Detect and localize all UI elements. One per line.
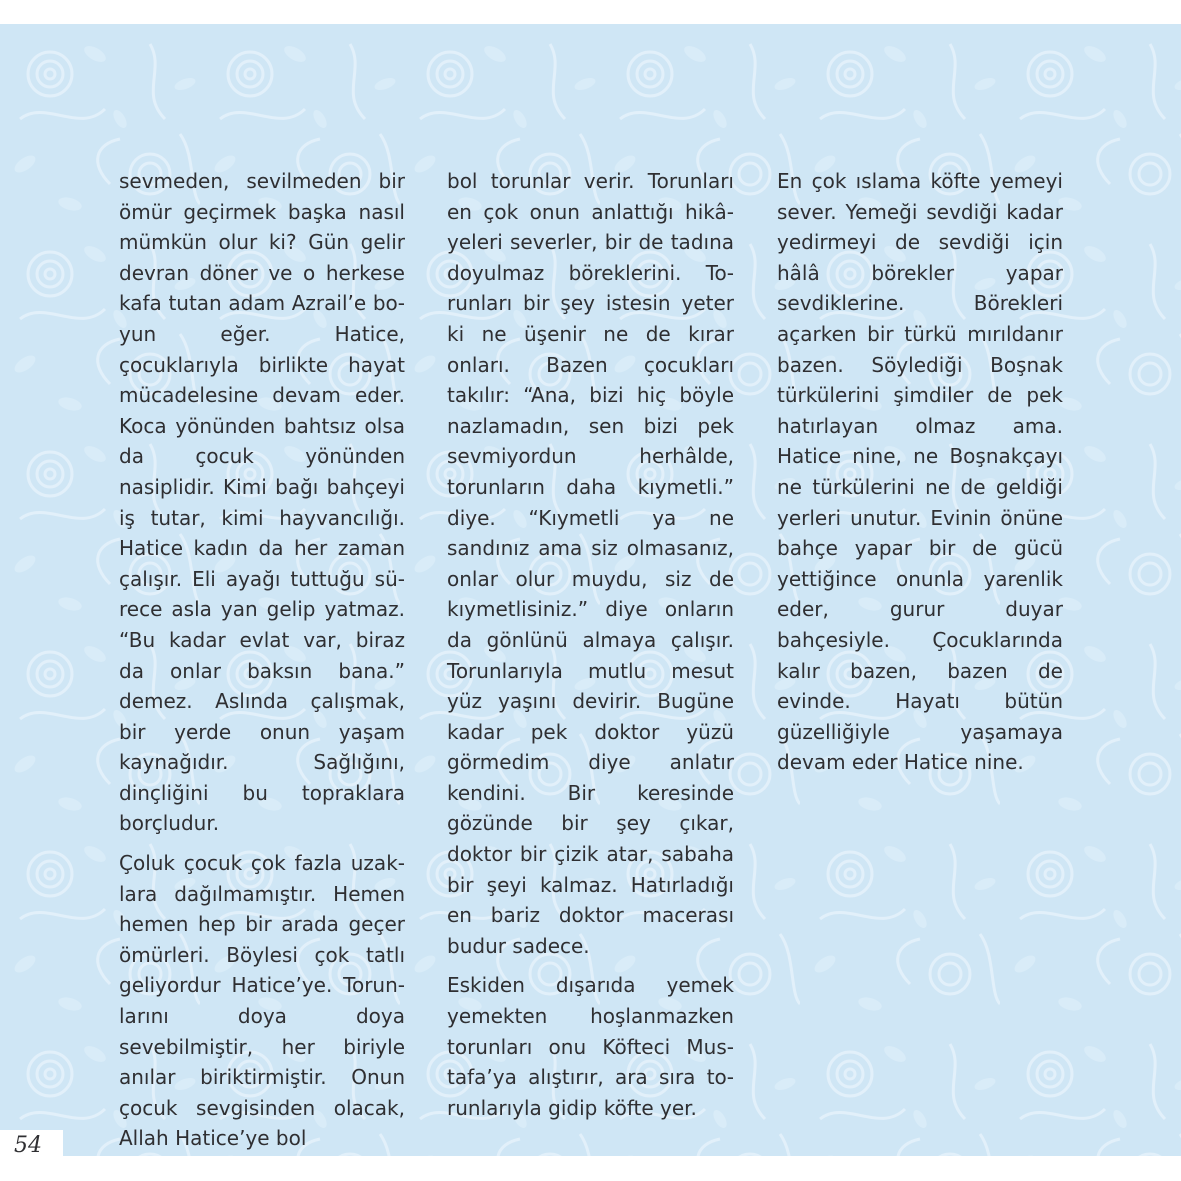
book-page — [0, 24, 1181, 1156]
paragraph: Eskiden dışarıda yemek yemekten hoşlanmazken torunları onu Köfteci Mustafa’ya alıştırır, ara sıra torunlarıyla gidip köfte yer. — [447, 973, 734, 1120]
text-column-2 — [447, 166, 734, 1132]
text-column-1 — [119, 166, 405, 1156]
paragraph: En çok ıslama köfte yemeyi sever. Yemeği sevdiği kadar yedirmeyi de sevdiği için hâlâ börekler yapar sevdiklerine. Börekleri açarken bir türkü mırıldanır bazen. Söylediği Boşnak türkülerini şimdiler de pek hatırlayan olmaz ama. Hatice nine, ne Boşnakçayı ne türkülerini ne de geldiği yerleri unutur. Evinin önüne bahçe yapar bir de gücü yettiğince onunla yarenlik eder, gurur duyar bahçesiyle. Çocuklarında kalır bazen, bazen de evinde. Hayatı bütün güzelliğiyle yaşamaya devam eder Hatice nine. — [777, 169, 1063, 775]
text-column-3 — [777, 166, 1063, 787]
paragraph: Çoluk çocuk çok fazla uzaklara dağılmamıştır. Hemen hemen hep bir arada geçer ömürleri. Böylesi çok tatlı geliyordur Hatice’ye. Torunlarını doya doya sevebilmiştir, her biriyle anılar biriktirmiştir. Onun çocuk sevgisinden olacak, Allah Hatice’ye bol — [119, 851, 405, 1151]
paragraph: sevmeden, sevilmeden bir ömür geçirmek başka nasıl mümkün olur ki? Gün gelir devran döner ve o herkese kafa tutan adam Azrail’e boyun eğer. Hatice, çocuklarıyla birlikte hayat mücadelesine devam eder. Koca yönünden bahtsız olsa da çocuk yönünden nasiplidir. Kimi bağı bahçeyi iş tutar, kimi hayvancılığı. Hatice kadın da her zaman çalışır. Eli ayağı tuttuğu sürece asla yan gelip yatmaz. “Bu kadar evlat var, biraz da onlar baksın bana.” demez. Aslında çalışmak, bir yerde onun yaşam kaynağıdır. Sağlığını, dinçliğini bu topraklara borçludur. — [119, 169, 405, 836]
page-number: 54 — [0, 1130, 63, 1162]
paragraph: bol torunlar verir. Torunları en çok onun anlattığı hikâyeleri severler, bir de tadına doyulmaz böreklerini. Torunları bir şey istesin yeter ki ne üşenir ne de kırar onları. Bazen çocukları takılır: “Ana, bizi hiç böyle nazlamadın, sen bizi pek sevmiyordun herhâlde, torunların daha kıymetli.” diye. “Kıymetli ya ne sandınız ama siz olmasanız, onlar olur muydu, siz de kıymetlisiniz.” diye onların da gönlünü almaya çalışır. Torunlarıyla mutlu mesut yüz yaşını devirir. Bugüne kadar pek doktor yüzü görmedim diye anlatır kendini. Bir keresinde gözünde bir şey çıkar, doktor bir çizik atar, sabaha bir şeyi kalmaz. Hatırladığı en bariz doktor macerası budur sadece. — [447, 169, 734, 958]
